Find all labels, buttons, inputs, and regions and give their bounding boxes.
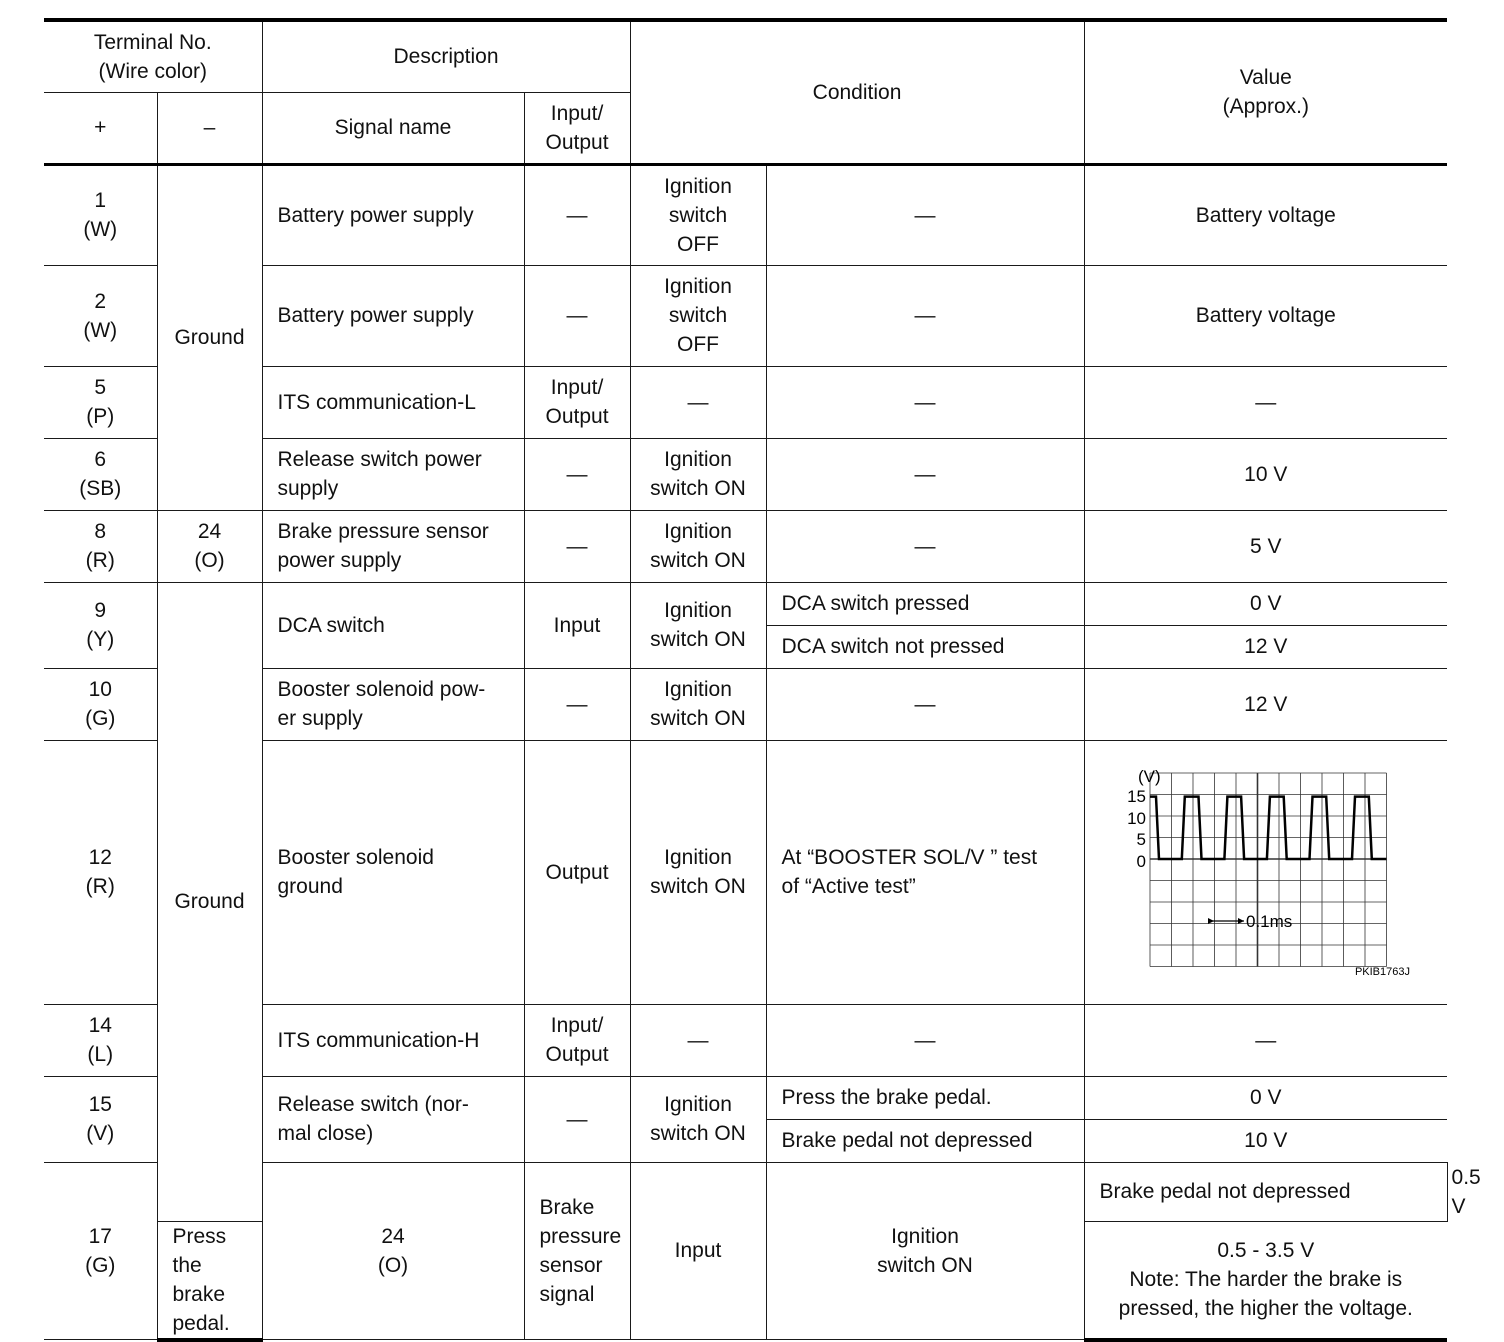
header-row-1 bbox=[44, 20, 1447, 92]
condition-cell: — bbox=[766, 366, 1084, 438]
header-plus: + bbox=[44, 92, 157, 164]
io-cell: Input/ Output bbox=[524, 1004, 630, 1076]
value-cell: 5 V bbox=[1084, 510, 1447, 582]
figure-code: PKIB1763J bbox=[1354, 966, 1410, 978]
table-row bbox=[44, 510, 1447, 582]
signal-name-cell: Release switch (nor- mal close) bbox=[262, 1076, 524, 1162]
ignition-cell: Ignition switch ON bbox=[630, 510, 766, 582]
terminal-cell: 9 (Y) bbox=[44, 582, 157, 668]
signal-name-cell: ITS communication-L bbox=[262, 366, 524, 438]
signal-name-cell: Brake pressure sensor power supply bbox=[262, 510, 524, 582]
time-arrow-right-icon bbox=[1238, 918, 1244, 924]
value-cell: 10 V bbox=[1084, 438, 1447, 510]
ignition-cell: Ignition switch ON bbox=[630, 438, 766, 510]
header-signal-name: Signal name bbox=[262, 92, 524, 164]
signal-name-cell: DCA switch bbox=[262, 582, 524, 668]
minus-terminal-cell: 24 (O) bbox=[157, 510, 262, 582]
condition-cell: DCA switch pressed bbox=[766, 582, 1084, 625]
condition-cell: — bbox=[766, 668, 1084, 740]
io-cell: Input bbox=[630, 1162, 766, 1340]
condition-cell: — bbox=[766, 164, 1084, 265]
ignition-cell: Ignition switch ON bbox=[630, 1076, 766, 1162]
condition-cell: At “BOOSTER SOL/V ” test of “Active test” bbox=[766, 740, 1084, 1004]
terminal-cell: 14 (L) bbox=[44, 1004, 157, 1076]
minus-terminal-cell: 24 (O) bbox=[262, 1162, 524, 1340]
value-cell: 0.5 - 3.5 V Note: The harder the brake is pressed, the higher the voltage. bbox=[1084, 1221, 1447, 1340]
terminal-cell: 2 (W) bbox=[44, 265, 157, 366]
terminal-cell: 1 (W) bbox=[44, 164, 157, 265]
header-input-output: Input/ Output bbox=[524, 92, 630, 164]
ground-cell: Ground bbox=[157, 164, 262, 510]
waveform-signal-line bbox=[1150, 797, 1387, 859]
ignition-cell: Ignition switch ON bbox=[630, 582, 766, 668]
value-cell: 0 V bbox=[1084, 1076, 1447, 1119]
io-cell: — bbox=[524, 510, 630, 582]
value-cell: 12 V bbox=[1084, 625, 1447, 668]
waveform-time-label: 0.1ms bbox=[1245, 912, 1293, 931]
condition-cell: Press the brake pedal. bbox=[766, 1076, 1084, 1119]
time-arrow-left-icon bbox=[1208, 918, 1214, 924]
ignition-cell: Ignition switch ON bbox=[630, 668, 766, 740]
ignition-cell: — bbox=[630, 366, 766, 438]
condition-cell: Brake pedal not depressed bbox=[1084, 1162, 1447, 1221]
terminal-cell: 6 (SB) bbox=[44, 438, 157, 510]
waveform-tick-label: 0 bbox=[1136, 852, 1146, 871]
ignition-cell: Ignition switch ON bbox=[766, 1162, 1084, 1340]
signal-name-cell: Battery power supply bbox=[262, 164, 524, 265]
io-cell: — bbox=[524, 265, 630, 366]
io-cell: — bbox=[524, 438, 630, 510]
terminal-cell: 12 (R) bbox=[44, 740, 157, 1004]
condition-cell: Brake pedal not depressed bbox=[766, 1119, 1084, 1162]
signal-name-cell: Release switch power supply bbox=[262, 438, 524, 510]
terminal-cell: 5 (P) bbox=[44, 366, 157, 438]
io-cell: Output bbox=[524, 740, 630, 1004]
condition-cell: DCA switch not pressed bbox=[766, 625, 1084, 668]
signal-name-cell: Booster solenoid ground bbox=[262, 740, 524, 1004]
signal-name-cell: ITS communication-H bbox=[262, 1004, 524, 1076]
waveform-tick-label: 10 bbox=[1126, 809, 1146, 828]
condition-cell: — bbox=[766, 438, 1084, 510]
ignition-cell: — bbox=[630, 1004, 766, 1076]
value-cell: 0 V bbox=[1084, 582, 1447, 625]
condition-cell: — bbox=[766, 510, 1084, 582]
table-row bbox=[44, 582, 1447, 625]
waveform-cell bbox=[1084, 740, 1447, 1004]
table-row: 17 (G) 24 (O) Brake pressure sensor signal Input Ignition switch ON Brake pedal not depressed 0.5 V bbox=[44, 1162, 1447, 1221]
waveform-figure bbox=[1116, 763, 1416, 981]
io-cell: — bbox=[524, 1076, 630, 1162]
signal-name-cell: Brake pressure sensor signal bbox=[524, 1162, 630, 1340]
value-cell: — bbox=[1084, 366, 1447, 438]
condition-cell: — bbox=[766, 1004, 1084, 1076]
io-cell: Input/ Output bbox=[524, 366, 630, 438]
header-minus: – bbox=[157, 92, 262, 164]
terminal-spec-table bbox=[44, 18, 1481, 1342]
io-cell: — bbox=[524, 668, 630, 740]
value-cell: Battery voltage bbox=[1084, 164, 1447, 265]
ignition-cell: Ignition switch OFF bbox=[630, 265, 766, 366]
terminal-cell: 10 (G) bbox=[44, 668, 157, 740]
terminal-cell: 8 (R) bbox=[44, 510, 157, 582]
terminal-cell: 15 (V) bbox=[44, 1076, 157, 1162]
header-value: Value (Approx.) bbox=[1084, 20, 1447, 164]
header-condition: Condition bbox=[630, 20, 1084, 164]
ignition-cell: Ignition switch OFF bbox=[630, 164, 766, 265]
waveform-unit-label: (V) bbox=[1137, 767, 1161, 786]
io-cell: — bbox=[524, 164, 630, 265]
waveform-tick-label: 5 bbox=[1136, 830, 1146, 849]
value-cell: 12 V bbox=[1084, 668, 1447, 740]
terminal-cell: 17 (G) bbox=[44, 1162, 157, 1340]
value-cell: Battery voltage bbox=[1084, 265, 1447, 366]
header-terminal-no: Terminal No. (Wire color) bbox=[44, 20, 262, 92]
ground-cell: Ground bbox=[157, 582, 262, 1221]
signal-name-cell: Battery power supply bbox=[262, 265, 524, 366]
value-cell: 10 V bbox=[1084, 1119, 1447, 1162]
condition-cell: Press the brake pedal. bbox=[157, 1221, 262, 1340]
value-cell: — bbox=[1084, 1004, 1447, 1076]
io-cell: Input bbox=[524, 582, 630, 668]
oscilloscope-waveform bbox=[1116, 763, 1416, 981]
header-description: Description bbox=[262, 20, 630, 92]
signal-name-cell: Booster solenoid pow- er supply bbox=[262, 668, 524, 740]
ignition-cell: Ignition switch ON bbox=[630, 740, 766, 1004]
table-row bbox=[44, 164, 1447, 265]
condition-cell: — bbox=[766, 265, 1084, 366]
waveform-tick-label: 15 bbox=[1126, 787, 1146, 806]
